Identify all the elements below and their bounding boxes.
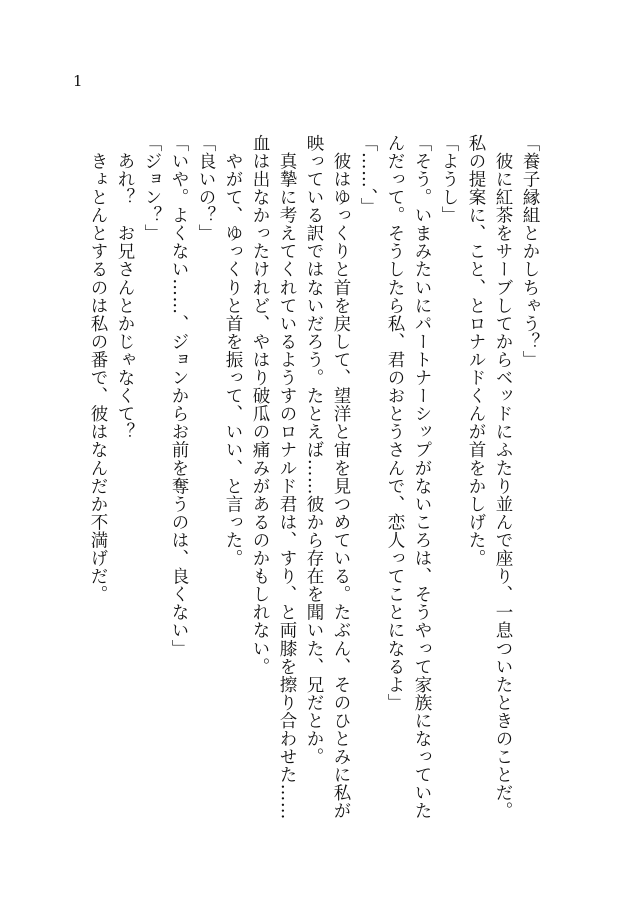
text-line: 彼はゆっくりと首を戻して、望洋と宙を見つめている。たぶん、そのひとみに私が <box>331 134 351 820</box>
text-line: あれ？ お兄さんとかじゃなくて？ <box>115 134 135 441</box>
text-line: 彼に紅茶をサーブしてからベッドにふたり並んで座り、一息ついたときのことだ。 <box>493 134 513 820</box>
text-line: 「いや。よくない……、ジョンからお前を奪うのは、良くない」 <box>169 134 189 658</box>
vertical-text-body <box>84 134 543 846</box>
text-line: 私の提案に、こと、とロナルドくんが首をかしげた。 <box>466 134 486 568</box>
text-line: 映っている訳ではないだろう。たとえば……彼から存在を聞いた、兄だとか。 <box>304 134 324 766</box>
text-line: きょとんとするのは私の番で、彼はなんだか不満げだ。 <box>88 134 108 604</box>
text-line: 「良いの？」 <box>196 134 216 243</box>
text-line: やがて、ゆっくりと首を振って、いい、と言った。 <box>223 134 243 568</box>
page-number: 1 <box>73 72 83 90</box>
text-line: 「そう。いまみたいにパートナーシップがないころは、そうやって家族になっていた <box>412 134 432 820</box>
text-line: 「ようし」 <box>439 134 459 225</box>
text-line: 「……、」 <box>358 134 378 216</box>
text-line: んだって。そうしたら私、君のおとうさんで、恋人ってことになるよ」 <box>385 134 405 712</box>
text-line: 「養子縁組とかしちゃう？」 <box>520 134 540 369</box>
text-line: 「ジョン？」 <box>142 134 162 243</box>
text-line: 血は出なかったけれど、やはり破瓜の痛みがあるのかもしれない。 <box>250 134 270 676</box>
text-line: 真摯に考えてくれているようすのロナルド君は、すり、と両膝を擦り合わせた…… <box>277 134 297 820</box>
